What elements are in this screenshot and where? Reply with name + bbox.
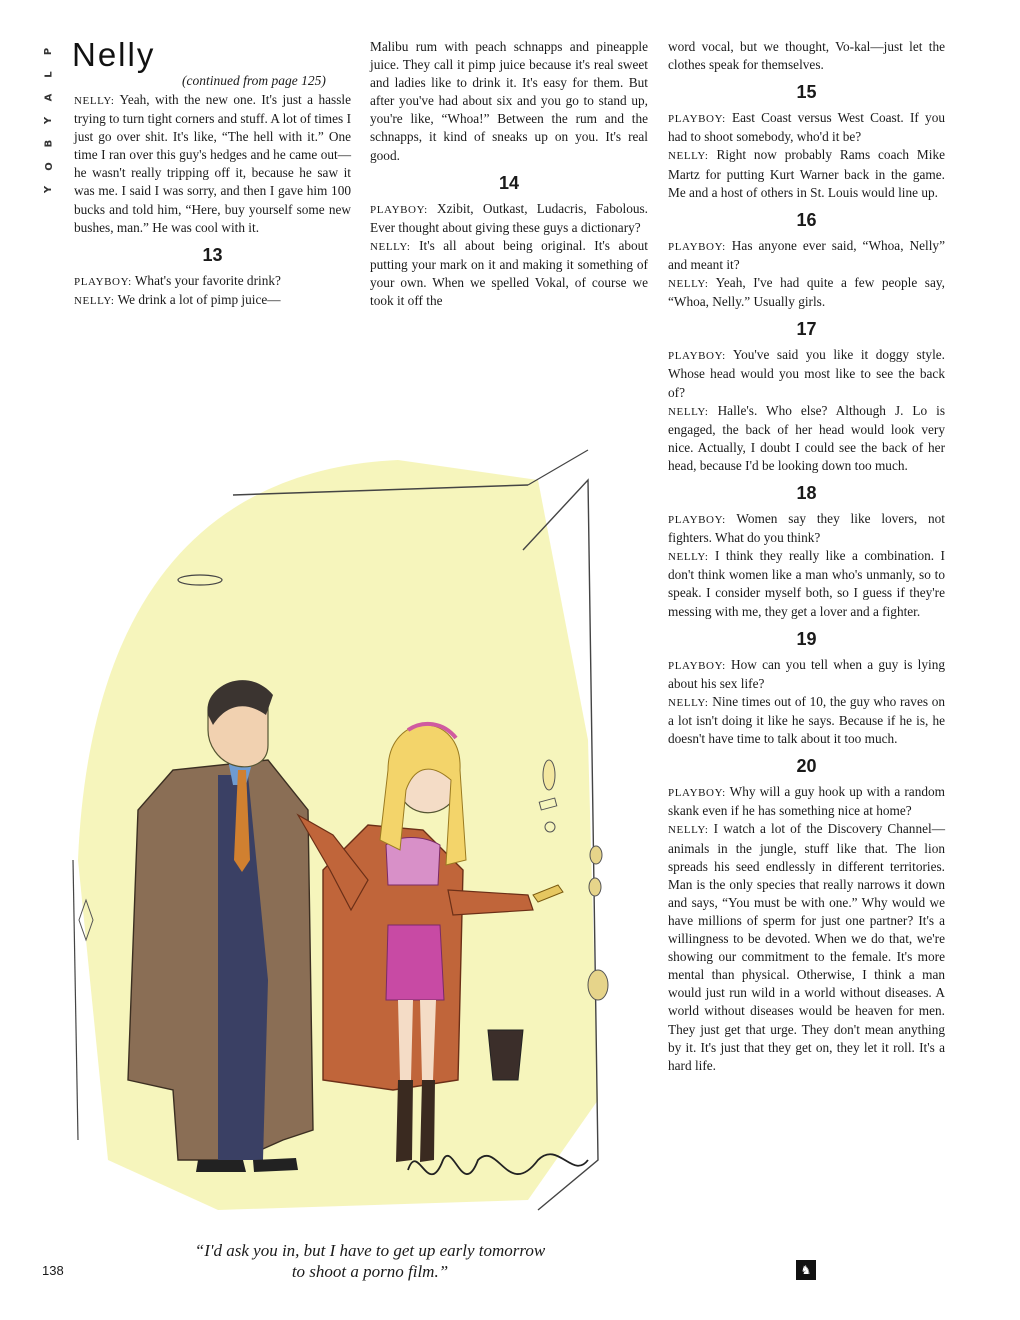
cartoon-caption <box>130 1240 610 1282</box>
question-paragraph: PLAYBOY: Why will a guy hook up with a random skank even if he has something nice at home? <box>668 784 945 819</box>
side-letter: Y <box>43 116 55 125</box>
question-number: 13 <box>202 244 223 265</box>
side-letter: L <box>43 71 55 78</box>
question-paragraph: PLAYBOY: Women say they like lovers, not fighters. What do you think? <box>668 511 945 546</box>
man-shoe <box>196 1160 246 1172</box>
magazine-name-vertical <box>42 40 56 201</box>
question-number: 15 <box>796 82 817 103</box>
question-number: 19 <box>796 628 817 649</box>
question-paragraph: PLAYBOY: Has anyone ever said, “Whoa, Nelly” and meant it? <box>668 237 945 272</box>
man-shoe <box>253 1158 298 1172</box>
bunny-icon: ♞ <box>796 1260 816 1280</box>
handbag <box>488 1030 523 1080</box>
caption-line: to shoot a porno film.” <box>291 1262 449 1281</box>
answer-paragraph: NELLY: Right now probably Rams coach Mike Martz for putting Kurt Warner back in the game. Me and a host of others in St. Louis would line up. <box>668 147 945 200</box>
answer-paragraph: NELLY: Yeah, I've had quite a few people say, “Whoa, Nelly.” Usually girls. <box>668 275 945 310</box>
question-paragraph: PLAYBOY: How can you tell when a guy is lying about his sex life? <box>668 656 945 691</box>
ceiling-line <box>528 450 588 485</box>
question-paragraph: PLAYBOY: You've said you like it doggy style. Whose head would you most like to see the back of? <box>668 347 945 400</box>
question-paragraph: PLAYBOY: What's your favorite drink? <box>74 272 281 288</box>
column-2 <box>370 38 648 310</box>
door-lock <box>590 846 602 864</box>
door-knocker <box>543 760 555 790</box>
column-3 <box>668 38 945 1075</box>
question-number: 20 <box>796 756 817 777</box>
side-letter: A <box>43 93 55 102</box>
page-number: 138 <box>42 1263 64 1278</box>
question-number: 17 <box>796 319 817 340</box>
column-1 <box>74 91 351 310</box>
answer-paragraph: NELLY: I think they really like a combination. I don't think women like a man who's unmanly, so to speak. I consider myself both, so I guess if they're messing with me, they get a lover and a fighter. <box>668 548 945 619</box>
answer-paragraph: word vocal, but we thought, Vo-kal—just let the clothes speak for themselves. <box>668 39 945 73</box>
answer-paragraph: NELLY: Yeah, with the new one. It's just a hassle trying to turn tight corners and stuff. A lot of times I just go over shit. It's like, “The hell with it.” One time I ran over this guy's hedges and he came out—he wasn't really tripping off it, because he saw it was me. I said I was sorry, and then I gave him 100 bucks and told him, “Here, buy yourself some new bushes, man.” He was cool with it. <box>74 92 351 235</box>
continued-note: (continued from page 125) <box>182 73 326 88</box>
door-lock <box>589 878 601 896</box>
answer-paragraph: Malibu rum with peach schnapps and pineapple juice. They call it pimp juice because it's real sweet and ladies like to drink it. It's easy for them. But after you've had about six and you go to stand up, you're like, “Whoa!” Between the rum and the schnapps, it kind of sneaks up on you. It's real good. <box>370 39 648 163</box>
woman-skirt <box>386 925 444 1000</box>
side-letter: Y <box>43 185 55 194</box>
answer-paragraph: NELLY: We drink a lot of pimp juice— <box>74 291 281 307</box>
answer-paragraph: NELLY: Halle's. Who else? Although J. Lo is engaged, the back of her head would look very nice. Actually, I doubt I could see the back of her head, because I'd be looking down too much. <box>668 402 945 473</box>
question-number: 16 <box>796 209 817 230</box>
question-number: 18 <box>796 482 817 503</box>
answer-paragraph: NELLY: Nine times out of 10, the guy who raves on a lot isn't doing it like he says. Because if he is, he doesn't have time to talk about it too much. <box>668 693 945 747</box>
door-frame <box>73 860 78 1140</box>
question-number: 14 <box>498 172 520 193</box>
cartoon-illustration <box>68 440 648 1240</box>
question-paragraph: PLAYBOY: East Coast versus West Coast. If you had to shoot somebody, who'd it be? <box>668 110 945 145</box>
side-letter: O <box>43 162 55 171</box>
answer-paragraph: NELLY: It's all about being original. It's about putting your mark on it and making it something of your own. When we spelled Vokal, of course we took it off the <box>370 237 648 309</box>
side-letter: B <box>43 139 55 148</box>
caption-line: “I'd ask you in, but I have to get up early tomorrow <box>194 1241 546 1260</box>
side-letter: P <box>43 47 55 56</box>
article-title: Nelly <box>72 36 156 73</box>
answer-paragraph: NELLY: I watch a lot of the Discovery Channel—animals in the jungle, stuff like that. The lion spreads his seed endlessly in different territories. Man is the only species that really narrows it down and says, “You must be with one.” Why would we have millions of sperm for just one partner? It's a willingness to be devoted. When we do that, we're showing our commitment to the female. It's more mental than physical. Otherwise, I think a man would just run wild in a world without diseases. A world without diseases would be heaven for men. They just get that urge. They don't mean anything by it. It's just that they get on, they let it roll. It's a hard life. <box>668 821 945 1073</box>
door-knob <box>588 970 608 1000</box>
question-paragraph: PLAYBOY: Xzibit, Outkast, Ludacris, Fabolous. Ever thought about giving these guys a dictionary? <box>370 200 648 235</box>
